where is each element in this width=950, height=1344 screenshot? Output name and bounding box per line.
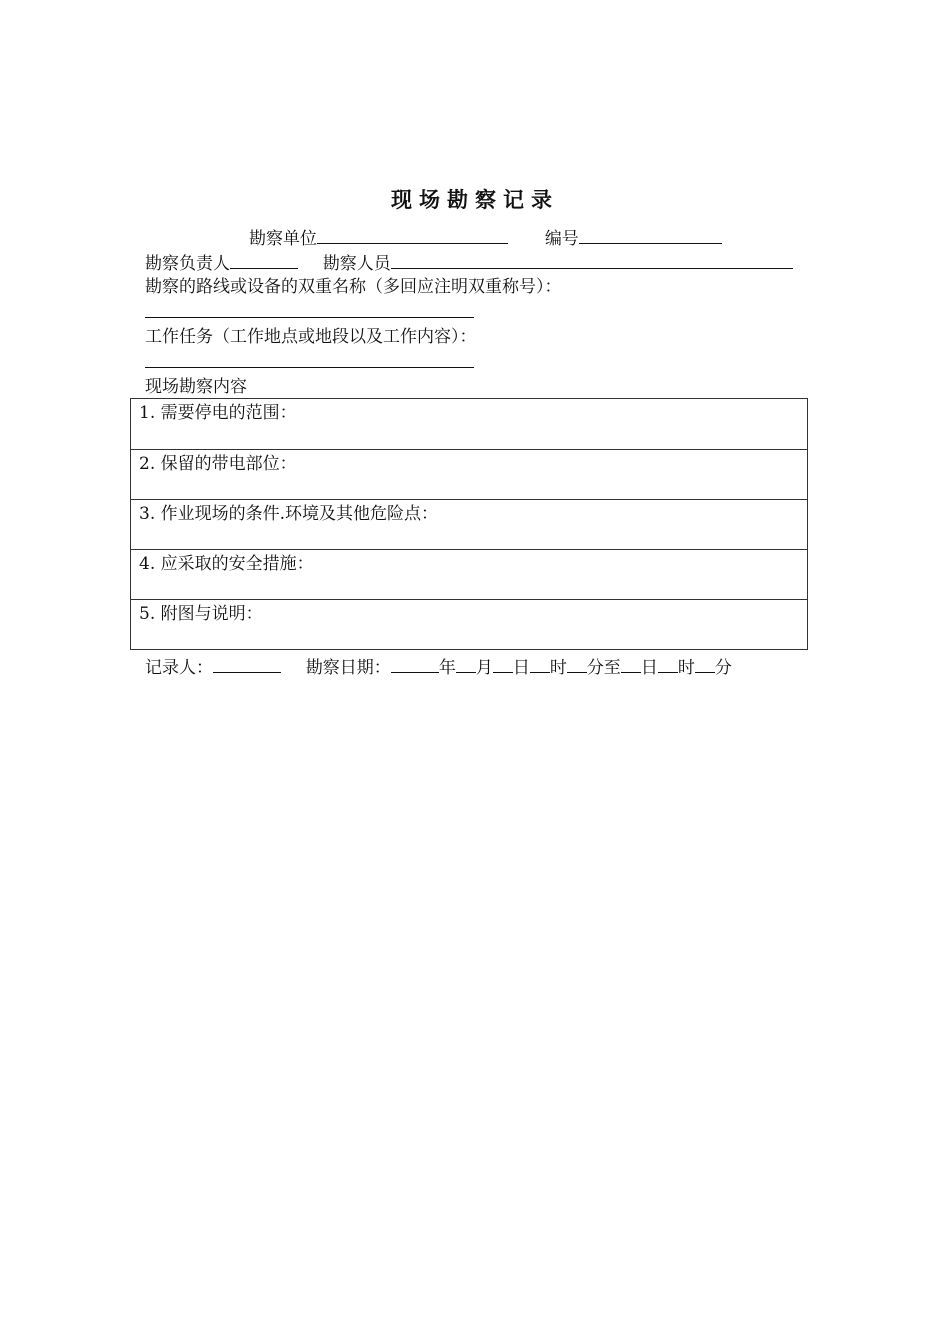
minute-field[interactable] <box>567 655 587 673</box>
table-row[interactable] <box>131 549 807 599</box>
leader-staff-line <box>145 251 793 275</box>
hour-field[interactable] <box>530 655 550 673</box>
date-label: 勘察日期： <box>305 658 391 678</box>
item-text: 3. 作业现场的条件.环境及其他危险点： <box>139 504 439 524</box>
hour-label: 时 <box>549 658 567 678</box>
leader-label: 勘察负责人 <box>145 254 230 274</box>
unit-number-line <box>249 226 722 250</box>
table-row[interactable] <box>131 449 807 499</box>
hour2-label: 时 <box>677 658 695 678</box>
table-row[interactable] <box>131 499 807 549</box>
footer-line <box>145 655 732 679</box>
day-field[interactable] <box>493 655 513 673</box>
item-text: 2. 保留的带电部位： <box>139 454 297 474</box>
unit-field[interactable] <box>317 226 508 244</box>
minute-to-label: 分至 <box>586 658 621 678</box>
number-field[interactable] <box>579 226 722 244</box>
day2-field[interactable] <box>621 655 641 673</box>
task-label: 工作任务（工作地点或地段以及工作内容）： <box>145 327 477 347</box>
route-field[interactable] <box>145 317 474 318</box>
staff-label: 勘察人员 <box>322 254 391 274</box>
task-field[interactable] <box>145 367 474 368</box>
recorder-label: 记录人： <box>145 658 213 678</box>
month-field[interactable] <box>456 655 476 673</box>
survey-content-table <box>130 398 808 650</box>
month-label: 月 <box>475 658 493 678</box>
staff-field[interactable] <box>391 251 793 269</box>
item-text: 4. 应采取的安全措施： <box>139 554 314 574</box>
route-label: 勘察的路线或设备的双重名称（多回应注明双重称号）： <box>145 277 562 297</box>
day2-label: 日 <box>640 658 658 678</box>
item-text: 1. 需要停电的范围： <box>139 403 297 423</box>
minute2-field[interactable] <box>695 655 715 673</box>
table-row[interactable] <box>131 399 807 449</box>
number-label: 编号 <box>544 229 579 249</box>
content-label: 现场勘察内容 <box>145 377 247 397</box>
year-label: 年 <box>438 658 456 678</box>
item-text: 5. 附图与说明： <box>139 604 263 624</box>
hour2-field[interactable] <box>658 655 678 673</box>
leader-field[interactable] <box>230 251 298 269</box>
document-title: 现场勘察记录 <box>391 188 559 212</box>
table-row[interactable] <box>131 599 807 649</box>
minute2-label: 分 <box>714 658 732 678</box>
unit-label: 勘察单位 <box>249 229 317 249</box>
day-label: 日 <box>512 658 530 678</box>
recorder-field[interactable] <box>213 655 281 673</box>
year-field[interactable] <box>391 655 439 673</box>
